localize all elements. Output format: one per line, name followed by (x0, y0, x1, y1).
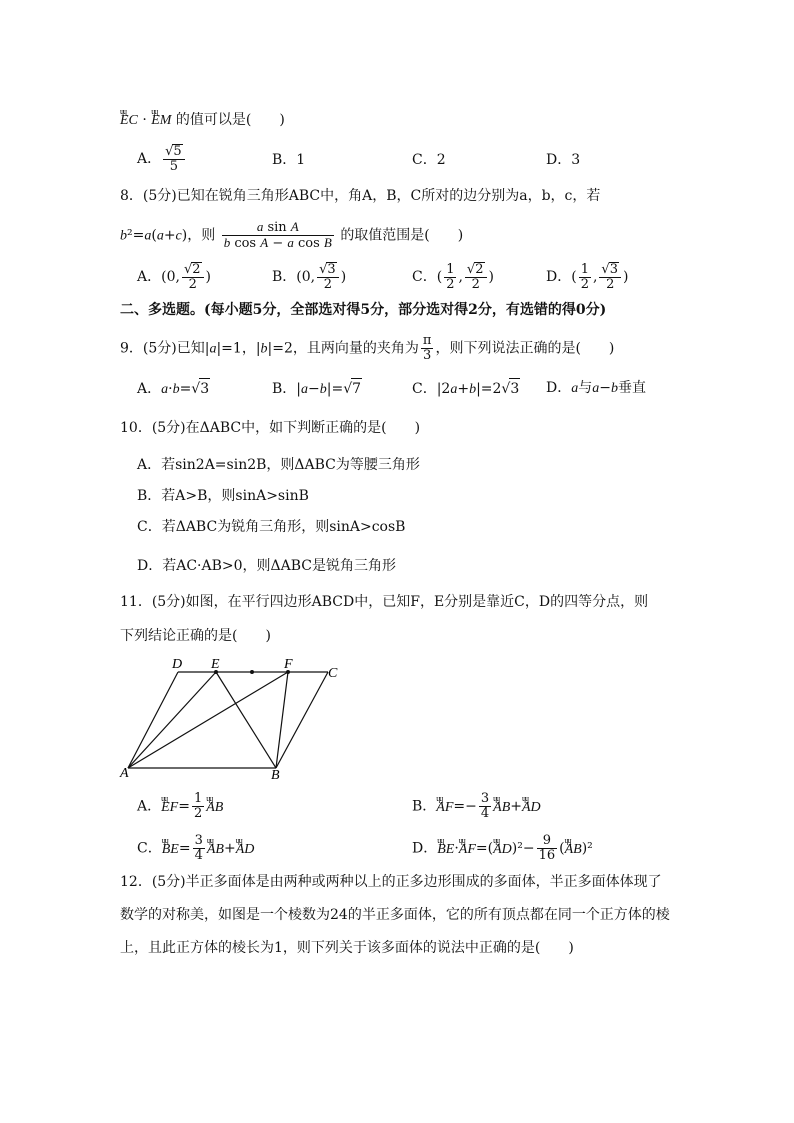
q7-option-c[interactable]: C．2 (412, 152, 446, 168)
q8-stem-line2: b²=a(a+c)，则 $\frac{\text{a sin A}}{\text{b cos A − a cos B}}$ 的取值范围是( ) (120, 219, 464, 251)
q9-option-d[interactable]: D．a与a−b垂直 (546, 380, 646, 396)
q11-stem-line2: 下列结论正确的是( ) (120, 628, 271, 644)
q10-option-c[interactable]: C．若ΔABC为锐角三角形，则sinA>cosB (137, 519, 406, 535)
parallelogram-lines (128, 672, 328, 768)
q10-option-d[interactable]: D．若AC·AB>0，则ΔABC是锐角三角形 (137, 558, 397, 574)
q10-option-b[interactable]: B．若A>B，则sinA>sinB (137, 488, 309, 504)
q7-option-d[interactable]: D．3 (546, 152, 581, 168)
q10-stem: 10．(5分)在ΔABC中，如下判断正确的是( ) (120, 420, 421, 436)
q12-stem-line3: 上，且此正方体的棱长为1，则下列关于该多面体的说法中正确的是( ) (120, 940, 574, 956)
label-a: A (120, 766, 129, 781)
q8-option-c[interactable]: C．( $\frac{1}{2}$ , $\frac{√2}{2}$ ) (412, 261, 494, 292)
q8-stem-tail: 的取值范围是( ) (340, 227, 464, 244)
q7-stem-tail: ɥɥ EC · ɥɥ EM 的值可以是( ) (120, 110, 285, 131)
q7-option-a[interactable]: A． $\frac{√5}{5}$ (137, 144, 187, 174)
q10-option-a[interactable]: A．若sin2A=sin2B，则ΔABC为等腰三角形 (137, 457, 420, 473)
label-c: C (328, 666, 338, 681)
q9-option-a[interactable]: A．a·b=√3 (137, 378, 210, 400)
q12-stem-line2: 数学的对称美，如图是一个棱数为24的半正多面体，它的所有顶点都在同一个正方体的棱 (120, 907, 670, 923)
q7-option-b[interactable]: B．1 (272, 152, 306, 168)
parallelogram-figure (116, 656, 356, 781)
section-heading-multi-choice: 二、多选题。(每小题5分，全部选对得5分，部分选对得2分，有选错的得0分) (120, 302, 607, 318)
q8-stem-line1: 8．(5分)已知在锐角三角形ABC中，角A，B，C所对的边分别为a，b，c，若 (120, 188, 601, 204)
q9-option-b[interactable]: B．|a−b|=√7 (272, 378, 362, 400)
q11-option-d[interactable]: D．ɥɥ BE·ɥɥ AF=(ɥɥ AD)²− $\frac{9}{16}$ (ɥɥ AB)² (412, 834, 593, 863)
label-d: D (172, 657, 183, 672)
q8-option-d[interactable]: D．( $\frac{1}{2}$ , $\frac{√3}{2}$ ) (546, 261, 629, 292)
q7-tail-text: 的值可以是( ) (175, 112, 285, 128)
label-b: B (271, 768, 280, 781)
q8-option-b[interactable]: B．(0, $\frac{√3}{2}$ ) (272, 262, 347, 292)
q11-option-c[interactable]: C．ɥɥ BE= $\frac{3}{4}$ ɥɥ AB+ɥɥ AD (137, 834, 254, 863)
q8-option-a[interactable]: A．(0, $\frac{√2}{2}$ ) (137, 262, 211, 292)
q11-option-b[interactable]: B．ɥɥ AF=− $\frac{3}{4}$ ɥɥ AB+ɥɥ AD (412, 792, 541, 821)
q9-option-c[interactable]: C．|2a+b|=2√3 (412, 378, 520, 400)
q12-stem-line1: 12．(5分)半正多面体是由两种或两种以上的正多边形围成的多面体，半正多面体体现了 (120, 874, 662, 890)
q11-option-a[interactable]: A．ɥɥ EF= $\frac{1}{2}$ ɥɥ AB (137, 792, 223, 821)
q9-stem: 9．(5分)已知|a|=1，|b|=2，且两向量的夹角为 $\frac{\pi}{3}$ ，则下列说法正确的是( ) (120, 333, 615, 363)
label-f: F (284, 657, 293, 672)
q11-stem-line1: 11．(5分)如图，在平行四边形ABCD中，已知F，E分别是靠近C，D的四等分点，则 (120, 594, 649, 610)
label-e: E (211, 657, 220, 672)
